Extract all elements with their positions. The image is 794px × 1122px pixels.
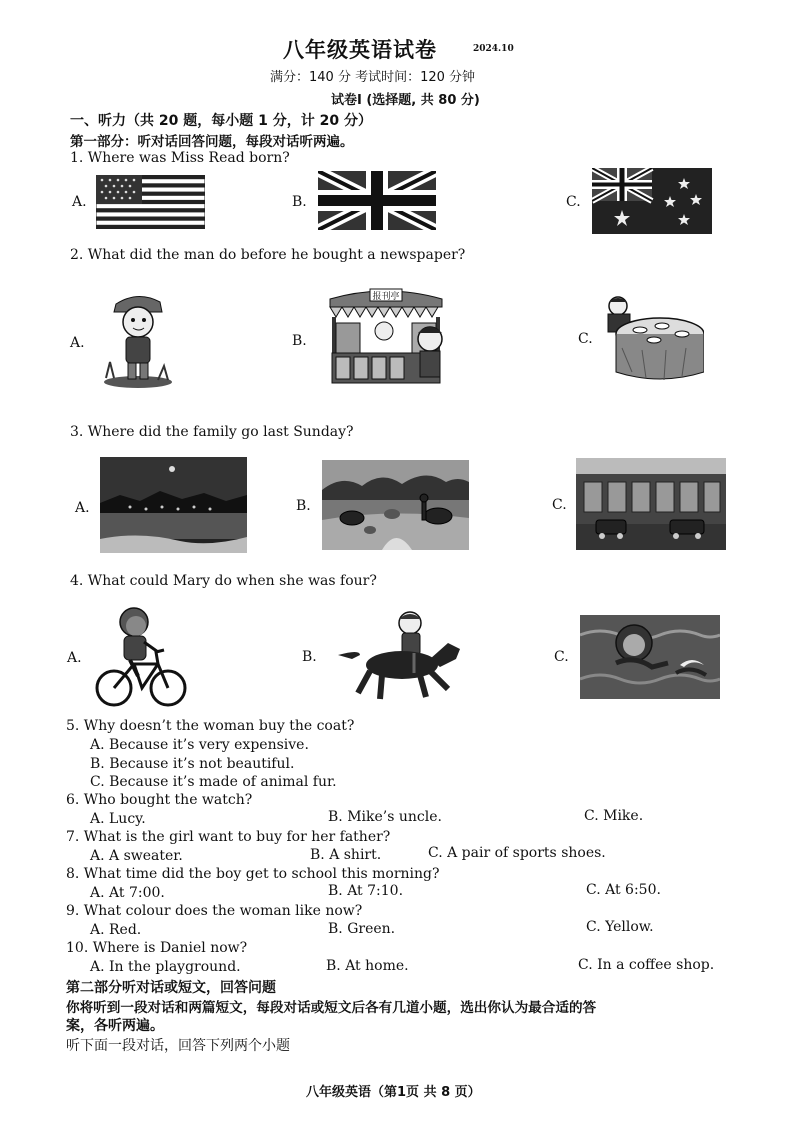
- page-title: 八年级英语试卷: [283, 37, 437, 62]
- q9-option-c[interactable]: C. Yellow.: [586, 919, 654, 935]
- q8-option-c[interactable]: C. At 6:50.: [586, 882, 661, 898]
- question-6-stem: 6. Who bought the watch?: [66, 792, 253, 808]
- question-2-stem: 2. What did the man do before he bought a newspaper?: [70, 247, 466, 263]
- part2-heading: 第二部分听对话或短文，回答问题: [66, 980, 276, 996]
- q8-option-b[interactable]: B. At 7:10.: [328, 883, 404, 899]
- newsstand-picture: [326, 287, 446, 385]
- q2-option-c[interactable]: C.: [578, 331, 593, 347]
- q4-option-c[interactable]: C.: [554, 649, 569, 665]
- part2-sub-instruction: 听下面一段对话，回答下列两个小题: [66, 1038, 290, 1054]
- question-4-stem: 4. What could Mary do when she was four?: [70, 573, 377, 589]
- question-1-stem: 1. Where was Miss Read born?: [70, 150, 290, 166]
- q5-option-b[interactable]: B. Because it’s not beautiful.: [90, 756, 295, 772]
- newsstand-sign: 报刊亭: [372, 292, 400, 302]
- q1-option-c[interactable]: C.: [566, 194, 581, 210]
- q10-option-b[interactable]: B. At home.: [326, 958, 409, 974]
- part2-instruction-line2: 案，各听两遍。: [66, 1018, 164, 1034]
- q3-option-c[interactable]: C.: [552, 497, 567, 513]
- q2-option-b[interactable]: B.: [292, 333, 307, 349]
- swimming-picture: [580, 615, 720, 699]
- question-7-stem: 7. What is the girl want to buy for her father?: [66, 829, 391, 845]
- paper-part-label: 试卷I (选择题, 共 80 分): [331, 93, 480, 108]
- q8-option-a[interactable]: A. At 7:00.: [90, 885, 165, 901]
- q10-option-a[interactable]: A. In the playground.: [90, 959, 241, 975]
- dining-table-picture: [602, 294, 704, 382]
- street-picture: [576, 458, 726, 550]
- q10-option-c[interactable]: C. In a coffee shop.: [578, 957, 715, 973]
- q4-option-a[interactable]: A.: [67, 650, 82, 666]
- q1-option-a[interactable]: A.: [72, 194, 87, 210]
- boy-picture: [96, 290, 178, 390]
- score-time-info: 满分：140 分 考试时间：120 分钟: [270, 70, 476, 85]
- page-footer: 八年级英语（第1页 共 8 页）: [306, 1085, 481, 1100]
- section1-heading: 一、听力（共 20 题，每小题 1 分，计 20 分）: [70, 113, 372, 129]
- q5-option-a[interactable]: A. Because it’s very expensive.: [90, 737, 309, 753]
- usa-flag-icon: [96, 175, 205, 229]
- q1-option-b[interactable]: B.: [292, 194, 307, 210]
- part1-heading: 第一部分：听对话回答问题，每段对话听两遍。: [70, 134, 354, 150]
- zoo-picture: [322, 460, 469, 550]
- part2-instruction-line1: 你将听到一段对话和两篇短文，每段对话或短文后各有几道小题，选出你认为最合适的答: [66, 1000, 597, 1016]
- question-3-stem: 3. Where did the family go last Sunday?: [70, 424, 354, 440]
- q7-option-c[interactable]: C. A pair of sports shoes.: [428, 845, 606, 861]
- question-10-stem: 10. Where is Daniel now?: [66, 940, 248, 956]
- q6-option-c[interactable]: C. Mike.: [584, 808, 644, 824]
- q9-option-a[interactable]: A. Red.: [90, 922, 142, 938]
- q7-option-b[interactable]: B. A shirt.: [310, 847, 382, 863]
- uk-flag-icon: [318, 171, 436, 230]
- q5-option-c[interactable]: C. Because it’s made of animal fur.: [90, 774, 337, 790]
- q6-option-a[interactable]: A. Lucy.: [90, 811, 146, 827]
- q6-option-b[interactable]: B. Mike’s uncle.: [328, 809, 442, 825]
- q4-option-b[interactable]: B.: [302, 649, 317, 665]
- q7-option-a[interactable]: A. A sweater.: [90, 848, 183, 864]
- q3-option-a[interactable]: A.: [75, 500, 90, 516]
- question-9-stem: 9. What colour does the woman like now?: [66, 903, 363, 919]
- q9-option-b[interactable]: B. Green.: [328, 921, 396, 937]
- q3-option-b[interactable]: B.: [296, 498, 311, 514]
- exam-date: 2024.10: [473, 44, 514, 54]
- night-lake-picture: [100, 457, 247, 553]
- q2-option-a[interactable]: A.: [70, 335, 85, 351]
- bicycle-picture: [94, 606, 188, 710]
- question-5-stem: 5. Why doesn’t the woman buy the coat?: [66, 718, 355, 734]
- horse-riding-picture: [330, 609, 464, 701]
- australia-flag-icon: [592, 168, 712, 234]
- question-8-stem: 8. What time did the boy get to school this morning?: [66, 866, 440, 882]
